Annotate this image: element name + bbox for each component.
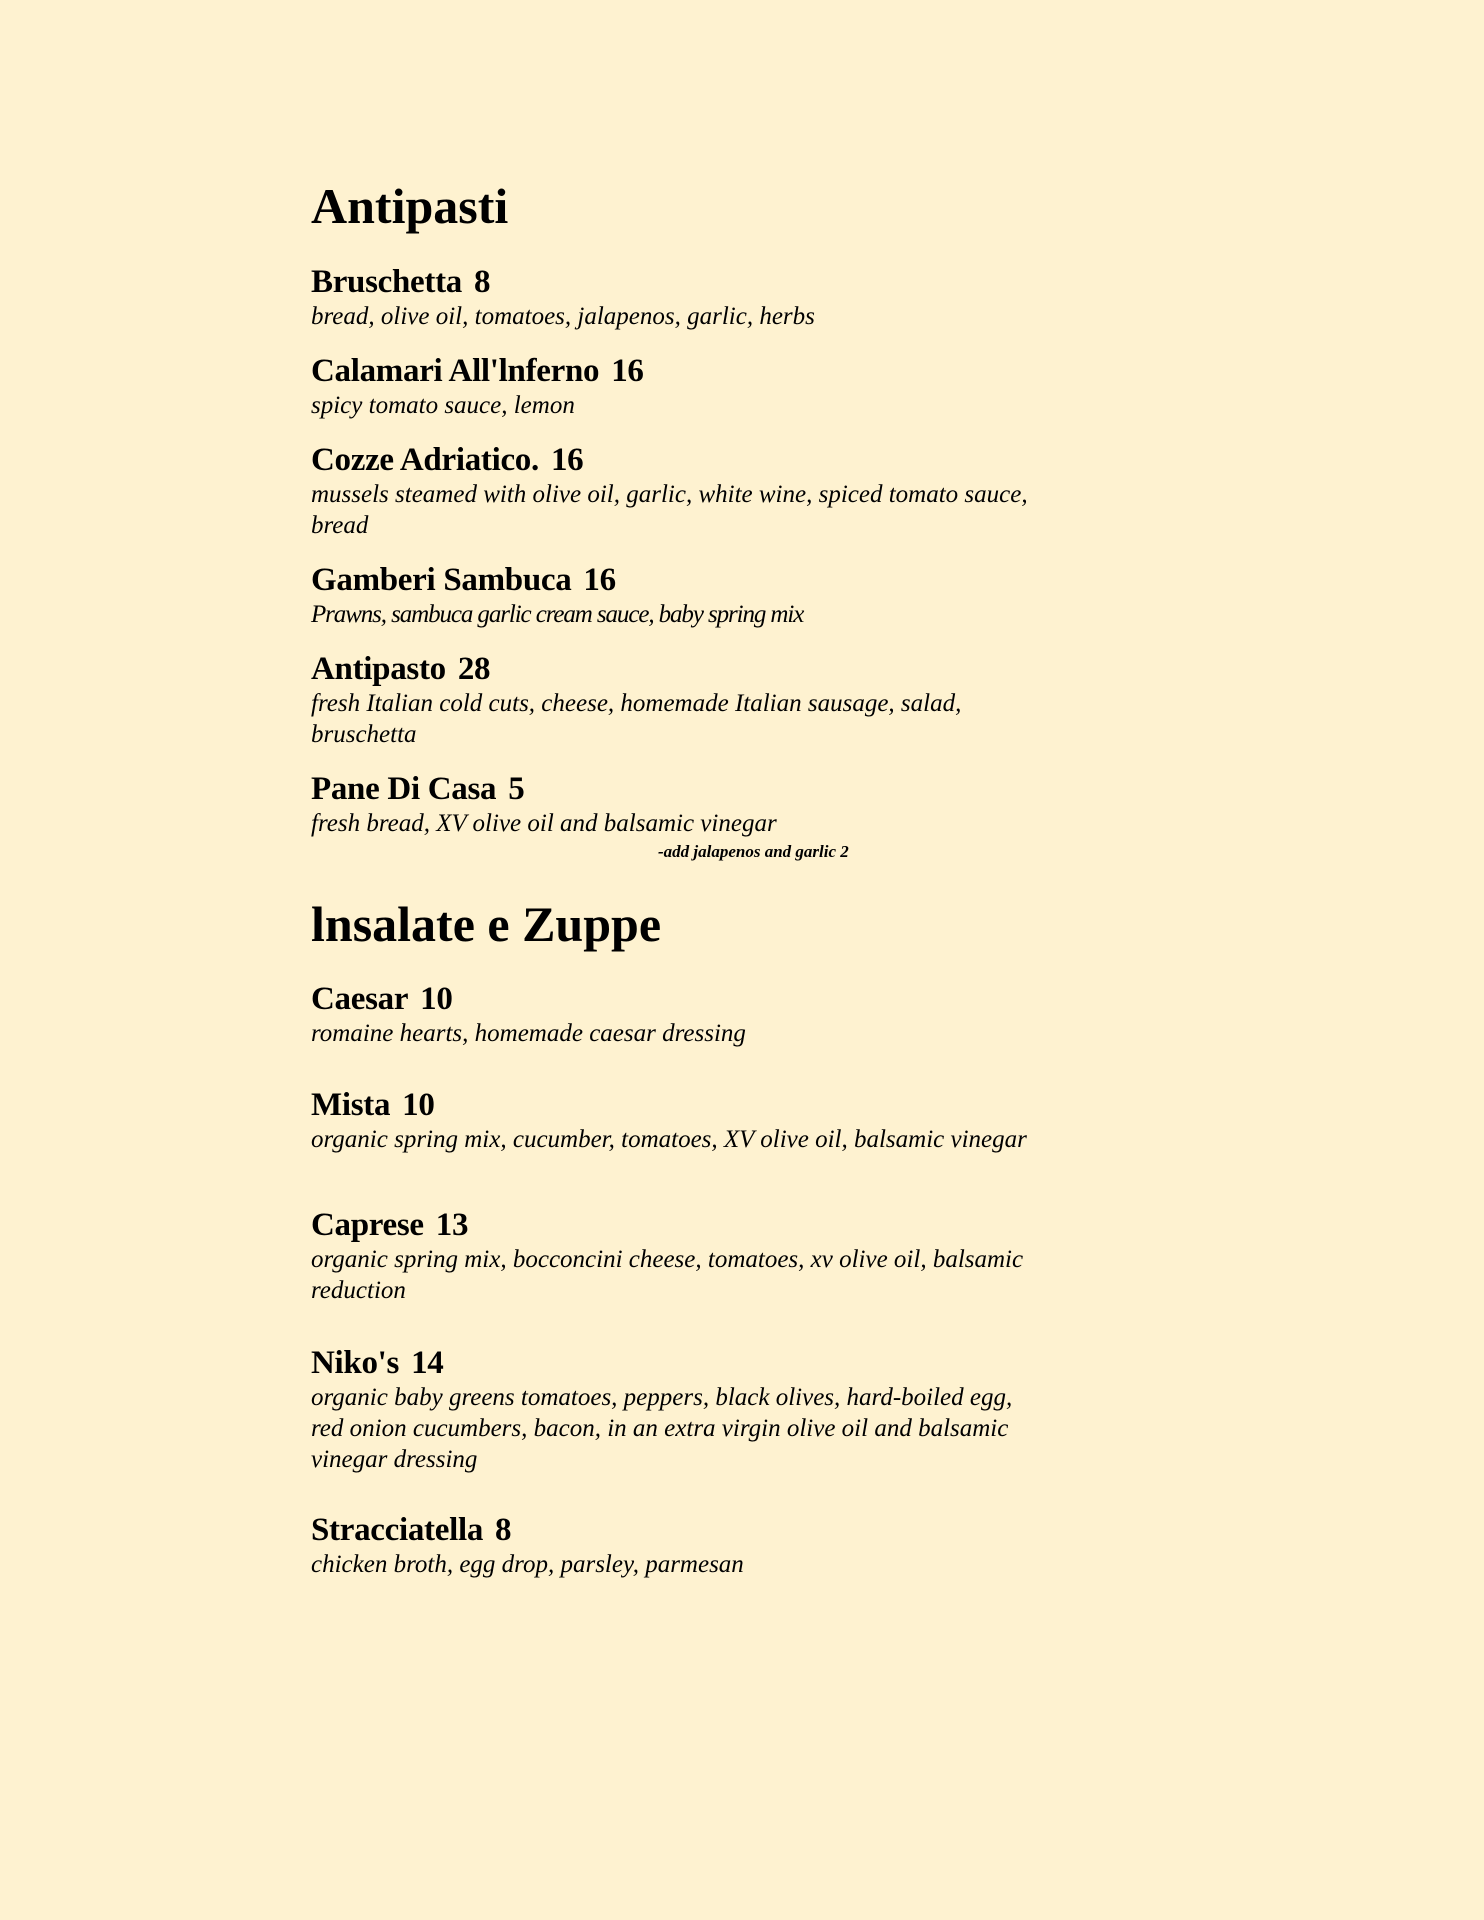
item-name-row [311, 1511, 1031, 1549]
item-name: Calamari All'lnferno [311, 353, 600, 389]
item-price: 28 [457, 651, 491, 687]
item-description: fresh Italian cold cuts, cheese, homemade Italian sausage, salad, bruschetta [311, 690, 962, 748]
item-price: 10 [420, 981, 453, 1017]
item-name: Stracciatella [311, 1512, 484, 1548]
menu-item-gamberi-sambuca [311, 561, 1031, 630]
item-price: 10 [402, 1087, 435, 1123]
item-description: chicken broth, egg drop, parsley, parmesan [311, 1551, 744, 1578]
menu-item-pane-di-casa [311, 770, 1031, 861]
item-name-row [311, 770, 1031, 808]
menu-item-bruschetta [311, 263, 1031, 332]
section-title-insalate-e-zuppe: lnsalate e Zuppe [311, 896, 662, 952]
item-name-row [311, 650, 1031, 688]
item-price: 16 [611, 353, 644, 389]
item-name: Mista [311, 1087, 391, 1123]
item-price: 5 [508, 771, 525, 807]
menu-item-mista [311, 1086, 1031, 1155]
item-name: Caprese [311, 1207, 424, 1243]
item-description: organic spring mix, cucumber, tomatoes, XV olive oil, balsamic vinegar [311, 1126, 1027, 1153]
item-description: bread, olive oil, tomatoes, jalapenos, garlic, herbs [311, 303, 815, 330]
item-name: Niko's [311, 1345, 400, 1381]
item-note: -add jalapenos and garlic 2 [658, 842, 849, 861]
menu-item-calamari [311, 352, 1031, 421]
menu-item-caesar [311, 980, 1031, 1049]
item-description: spicy tomato sauce, lemon [311, 392, 575, 419]
item-name-row [311, 441, 1031, 479]
item-name: Caesar [311, 981, 409, 1017]
item-name: Gamberi Sambuca [311, 562, 572, 598]
menu-item-cozze-adriatico [311, 441, 1031, 541]
item-price: 16 [550, 442, 584, 478]
item-price: 13 [435, 1207, 469, 1243]
item-name: Bruschetta [311, 264, 462, 300]
item-price: 14 [411, 1345, 444, 1381]
item-description: romaine hearts, homemade caesar dressing [311, 1020, 746, 1047]
item-description: organic spring mix, bocconcini cheese, tomatoes, xv olive oil, balsamic reduction [311, 1246, 1024, 1304]
menu-item-nikos [311, 1344, 1031, 1475]
item-price: 8 [473, 264, 491, 300]
menu-item-caprese [311, 1206, 1031, 1306]
item-name-row [311, 1344, 1031, 1382]
item-name: Antipasto [311, 651, 446, 687]
item-description: mussels steamed with olive oil, garlic, white wine, spiced tomato sauce, bread [311, 481, 1028, 539]
item-description: Prawns, sambuca garlic cream sauce, baby spring mix [311, 601, 804, 628]
item-name-row [311, 1206, 1031, 1244]
menu-item-antipasto [311, 650, 1031, 750]
item-price: 8 [495, 1512, 512, 1548]
item-name-row [311, 561, 1031, 599]
item-name-row [311, 1086, 1031, 1124]
item-name: Cozze Adriatico. [311, 442, 539, 478]
item-name-row [311, 263, 1031, 301]
item-description: fresh bread, XV olive oil and balsamic vinegar [311, 810, 777, 837]
item-name: Pane Di Casa [311, 771, 497, 807]
section-title-antipasti: Antipasti [311, 178, 509, 234]
item-description: organic baby greens tomatoes, peppers, black olives, hard-boiled egg, red onion cucumbers, bacon, in an extra virgin olive oil and balsamic vinegar dressing [311, 1384, 1013, 1473]
item-price: 16 [583, 562, 616, 598]
item-name-row [311, 980, 1031, 1018]
item-name-row [311, 352, 1031, 390]
menu-item-stracciatella [311, 1511, 1031, 1580]
